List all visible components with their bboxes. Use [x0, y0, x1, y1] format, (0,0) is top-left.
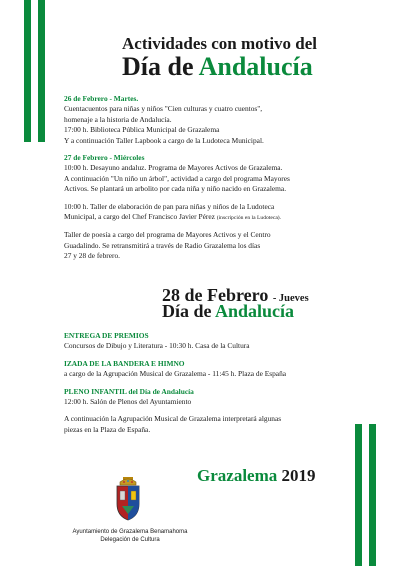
feb26-line: Y a continuación Taller Lapbook a cargo de la Ludoteca Municipal. [64, 135, 264, 145]
title-andalucia: Andalucía [198, 52, 313, 81]
feb27-line: 10:00 h. Desayuno andaluz. Programa de Mayores Activos de Grazalema. [64, 163, 283, 173]
final-line: A continuación la Agrupación Musical de Grazalema interpretará algunas [64, 414, 282, 424]
footer-line-1: Ayuntamiento de Grazalema Benamahoma [72, 529, 188, 535]
poesia-line: Taller de poesía a cargo del programa de Mayores Activos y el Centro [64, 230, 271, 240]
footer [62, 528, 198, 544]
pleno-text: 12:00 h. Salón de Plenos del Ayuntamiento [64, 397, 192, 407]
green-stripe-bottom-right-2 [369, 424, 376, 566]
feb26-line: 17:00 h. Biblioteca Pública Municipal de Grazalema [64, 125, 220, 135]
green-stripe-bottom-right-1 [355, 424, 362, 566]
premios-heading: ENTREGA DE PREMIOS [64, 331, 149, 340]
feb27-line: A continuación "Un niño un árbol", actividad a cargo del programa Mayores [64, 173, 290, 183]
izada-heading: IZADA DE LA BANDERA E HIMNO [64, 358, 185, 368]
title-line-2 [122, 52, 313, 82]
feb28-subheading [162, 301, 294, 322]
brand-year: 2019 [281, 466, 316, 485]
brand-town: Grazalema [197, 466, 278, 485]
final-line: piezas en la Plaza de España. [64, 424, 151, 434]
pleno-heading-rest: del Día de Andalucía [126, 386, 194, 396]
taller-note: (inscripción en la Ludoteca). [216, 215, 282, 222]
taller-text: Municipal, a cargo del Chef Francisco Javier Pérez [64, 212, 215, 222]
green-stripe-top-left-2 [38, 0, 45, 142]
footer-line-2: Delegación de Cultura [100, 537, 160, 543]
pleno-heading-line [64, 387, 354, 397]
program-body [64, 94, 346, 262]
feb26-line: Cuentacuentos para niñas y niños "Cien culturas y cuatro cuentos", [64, 104, 263, 114]
title-dia-de: Día de [122, 52, 194, 81]
feb28-events [64, 331, 354, 435]
date-feb27: 27 de Febrero - Miércoles [64, 153, 145, 163]
feb28-weekday: - Jueves [272, 293, 309, 304]
feb28-andalucia: Andalucía [215, 301, 295, 321]
feb28-dia-de: Día de [162, 301, 212, 321]
coat-of-arms-icon [112, 476, 144, 522]
title-line-1: Actividades con motivo del [122, 34, 318, 53]
date-feb26: 26 de Febrero - Martes. [64, 94, 139, 103]
brand-grazalema-2019 [197, 466, 316, 486]
poesia-line: Guadalindo. Se retransmitirá a través de Radio Grazalema los días [64, 240, 261, 250]
taller-line-2 [64, 212, 346, 223]
feb28-date: 28 de Febrero [162, 285, 269, 305]
pleno-heading: PLENO INFANTIL [64, 386, 127, 396]
taller-line: 10:00 h. Taller de elaboración de pan para niñas y niños de la Ludoteca [64, 201, 275, 211]
feb26-line: homenaje a la historia de Andalucía. [64, 114, 172, 124]
poesia-line: 27 y 28 de febrero. [64, 251, 121, 261]
feb27-line: Activos. Se plantará un arbolito por cada niña y niño nacido en Grazalema. [64, 184, 287, 194]
izada-text: a cargo de la Agrupación Musical de Grazalema - 11:45 h. Plaza de España [64, 369, 287, 379]
green-stripe-top-left-1 [24, 0, 31, 142]
premios-text: Concursos de Dibujo y Literatura - 10:30 h. Casa de la Cultura [64, 341, 250, 351]
